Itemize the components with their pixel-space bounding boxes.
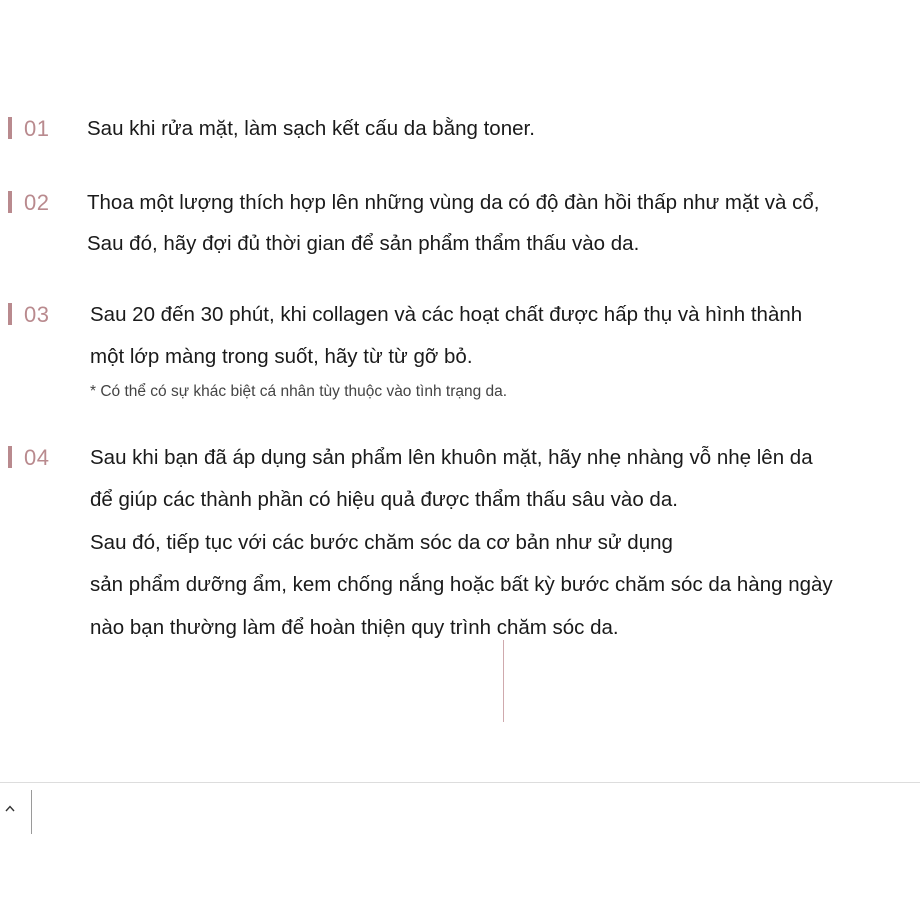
step-number-label: 02 [24,190,50,215]
bottom-divider [0,782,920,783]
step-text-line: để giúp các thành phần có hiệu quả được thẩm thấu sâu vào da. [90,488,678,511]
step-number-03 [8,302,49,328]
step-text-line: Thoa một lượng thích hợp lên những vùng da có độ đàn hồi thấp như mặt và cổ, [87,191,820,214]
step-number-label: 01 [24,116,50,141]
step-marker-bar [8,303,12,325]
chevron-up-icon[interactable] [2,800,18,816]
step-number-label: 04 [24,445,50,470]
step-text-line: nào bạn thường làm để hoàn thiện quy trình chăm sóc da. [90,616,619,639]
step-footnote: * Có thể có sự khác biệt cá nhân tùy thuộc vào tình trạng da. [90,383,508,400]
step-marker-bar [8,446,12,468]
step-number-02 [8,190,49,216]
step-text-line: Sau đó, tiếp tục với các bước chăm sóc da cơ bản như sử dụng [90,531,673,554]
step-text-line: Sau 20 đến 30 phút, khi collagen và các hoạt chất được hấp thụ và hình thành [90,303,803,326]
step-marker-bar [8,117,12,139]
step-text-line: Sau khi bạn đã áp dụng sản phẩm lên khuôn mặt, hãy nhẹ nhàng vỗ nhẹ lên da [90,446,813,469]
step-text-line: một lớp màng trong suốt, hãy từ từ gỡ bỏ. [90,345,473,368]
step-number-label: 03 [24,302,50,327]
step-text-line: sản phẩm dưỡng ẩm, kem chống nắng hoặc bất kỳ bước chăm sóc da hàng ngày [90,573,833,596]
step-text-line: Sau đó, hãy đợi đủ thời gian để sản phẩm thẩm thấu vào da. [87,232,640,255]
step-text-line: Sau khi rửa mặt, làm sạch kết cấu da bằng toner. [87,117,535,140]
vertical-divider [503,640,504,722]
step-number-04 [8,445,49,471]
step-number-01 [8,116,49,142]
text-cursor-separator [31,790,32,834]
step-marker-bar [8,191,12,213]
